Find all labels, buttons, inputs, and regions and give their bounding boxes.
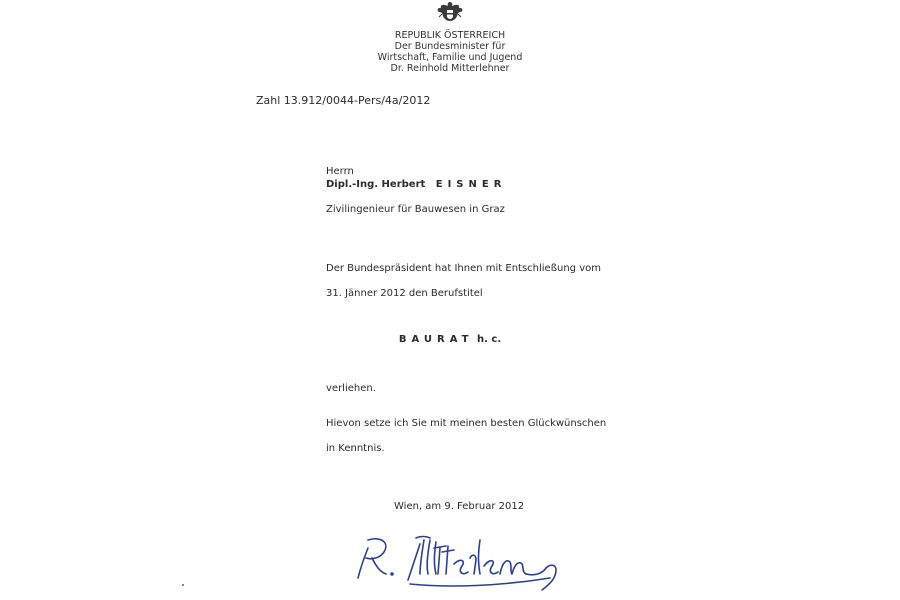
recipient-surname: EISNER — [435, 179, 507, 190]
recipient-name — [326, 179, 506, 190]
recipient-title-name: Dipl.-Ing. Herbert — [326, 179, 426, 190]
recipient-salutation: Herrn — [326, 166, 354, 177]
handwritten-signature — [350, 518, 600, 600]
place-and-date: Wien, am 9. Februar 2012 — [394, 501, 525, 512]
body-line-2: 31. Jänner 2012 den Berufstitel — [326, 288, 483, 299]
awarded-title — [300, 334, 600, 345]
letterhead-ministry: Wirtschaft, Familie und Jugend — [377, 52, 523, 63]
awarded-title-suffix: h. c. — [477, 334, 502, 345]
reference-number: Zahl 13.912/0044-Pers/4a/2012 — [256, 94, 431, 107]
letterhead-minister-title: Der Bundesminister für — [394, 41, 506, 52]
body-line-1: Der Bundespräsident hat Ihnen mit Entschließung vom — [326, 263, 601, 274]
coat-of-arms-eagle-icon — [433, 0, 467, 22]
letterhead — [250, 30, 650, 74]
body-line-5: in Kenntnis. — [326, 443, 385, 454]
body-line-4: Hievon setze ich Sie mit meinen besten Glückwünschen — [326, 418, 607, 429]
scan-artifact-dot — [182, 584, 184, 586]
letterhead-country: REPUBLIK ÖSTERREICH — [394, 30, 506, 41]
letterhead-minister-name: Dr. Reinhold Mitterlehner — [390, 63, 510, 74]
awarded-title-word: BAURAT — [398, 334, 474, 345]
recipient-profession: Zivilingenieur für Bauwesen in Graz — [326, 204, 505, 215]
body-line-3: verliehen. — [326, 383, 376, 394]
